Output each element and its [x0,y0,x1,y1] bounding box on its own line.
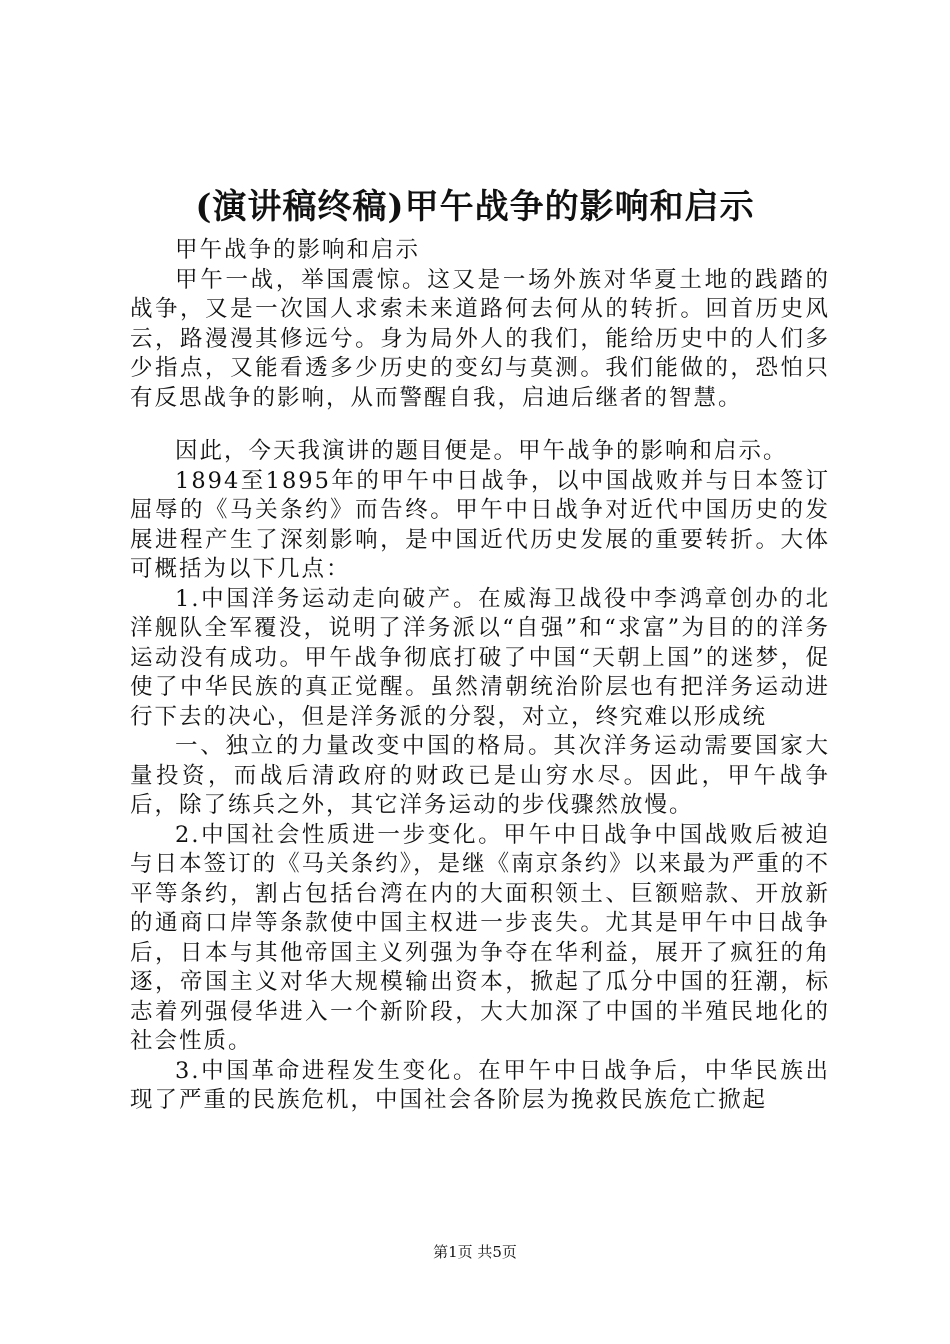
point-2-paragraph: 2.中国社会性质进一步变化。甲午中日战争中国战败后被迫与日本签订的《马关条约》，是继《南京条约》以来最为严重的不平等条约，割占包括台湾在内的大面积领土、巨额赔款、开放新的通商口岸等条款使中国主权进一步丧失。尤其是甲午中日战争后，日本与其他帝国主义列强为争夺在华利益，展开了疯狂的角逐，帝国主义对华大规模输出资本，掀起了瓜分中国的狂潮，标志着列强侵华进入一个新阶段，大大加深了中国的半殖民地化的社会性质。 [130,821,830,1054]
topic-paragraph: 因此，今天我演讲的题目便是。甲午战争的影响和启示。 [175,438,788,464]
document-body [130,236,830,1116]
point-3-paragraph: 3.中国革命进程发生变化。在甲午中日战争后，中华民族出现了严重的民族危机，中国社会各阶层为挽救民族危亡掀起 [130,1057,830,1113]
intro-paragraph: 甲午一战，举国震惊。这又是一场外族对华夏土地的践踏的战争，又是一次国人求索未来道路何去何从的转折。回首历史风云，路漫漫其修远兮。身为局外人的我们，能给历史中的人们多少指点，又能看透多少历史的变幻与莫测。我们能做的，恐怕只有反思战争的影响，从而警醒自我，启迪后继者的智慧。 [130,266,830,411]
overview-paragraph: 1894至1895年的甲午中日战争，以中国战败并与日本签订屈辱的《马关条约》而告终。甲午中日战争对近代中国历史的发展进程产生了深刻影响，是中国近代历史发展的重要转折。大体可概括为以下几点： [130,467,830,582]
point-1-paragraph: 1.中国洋务运动走向破产。在威海卫战役中李鸿章创办的北洋舰队全军覆没，说明了洋务派以“自强”和“求富”为目的的洋务运动没有成功。甲午战争彻底打破了中国“天朝上国”的迷梦，促使了中华民族的真正觉醒。虽然清朝统治阶层也有把洋务运动进行下去的决心，但是洋务派的分裂，对立，终究难以形成统 [130,585,830,730]
page-footer: 第1页 共5页 [433,1243,517,1261]
document-title: (演讲稿终稿)甲午战争的影响和启示 [195,187,755,227]
point-1-continuation-paragraph: 一、独立的力量改变中国的格局。其次洋务运动需要国家大量投资，而战后清政府的财政已是山穷水尽。因此，甲午战争后，除了练兵之外，其它洋务运动的步伐骤然放慢。 [130,733,830,818]
subtitle-paragraph: 甲午战争的影响和启示 [175,237,421,263]
